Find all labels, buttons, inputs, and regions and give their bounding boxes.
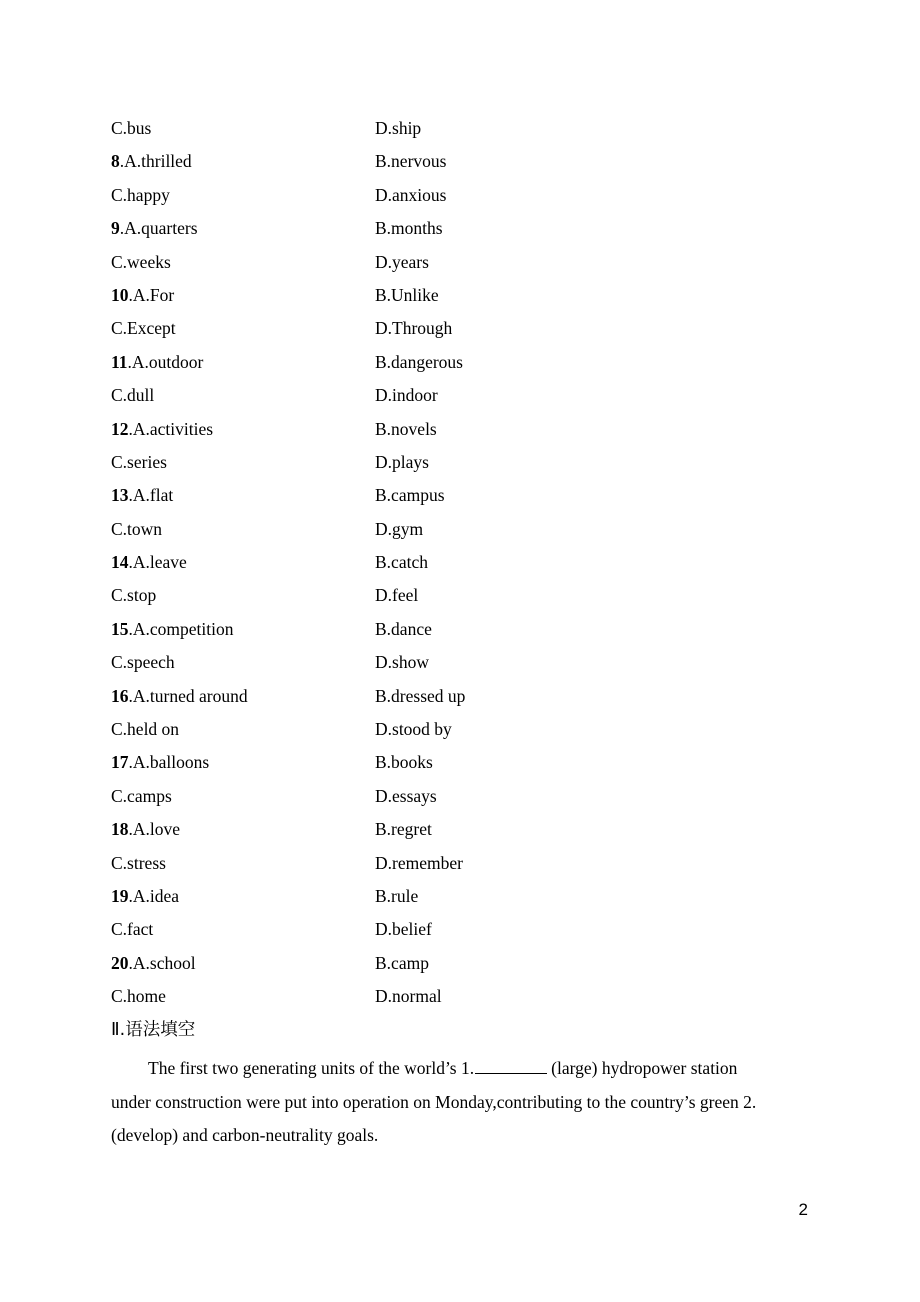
option-left bbox=[111, 418, 375, 451]
option-row bbox=[111, 184, 711, 217]
option-left bbox=[111, 885, 375, 918]
question-number: 17 bbox=[111, 752, 129, 773]
passage-text: under construction were put into operation on Monday,contributing to the country’s green 2. bbox=[111, 1091, 757, 1112]
option-row bbox=[111, 117, 711, 150]
option-right: D.feel bbox=[375, 585, 419, 606]
option-row bbox=[111, 284, 711, 317]
option-row bbox=[111, 618, 711, 651]
option-left bbox=[111, 484, 375, 517]
option-right: D.anxious bbox=[375, 184, 447, 205]
option-left bbox=[111, 818, 375, 851]
option-row bbox=[111, 785, 711, 818]
option-left bbox=[111, 518, 375, 551]
option-right: B.dance bbox=[375, 618, 432, 639]
option-left bbox=[111, 952, 375, 985]
option-text: .A.idea bbox=[128, 885, 180, 906]
option-right: D.remember bbox=[375, 852, 463, 873]
option-text: C.stress bbox=[111, 852, 166, 873]
option-right: B.camp bbox=[375, 952, 429, 973]
option-row bbox=[111, 317, 711, 350]
option-right: D.normal bbox=[375, 986, 442, 1007]
option-left bbox=[111, 751, 375, 784]
option-row bbox=[111, 351, 711, 384]
question-number: 15 bbox=[111, 618, 129, 639]
option-left bbox=[111, 351, 375, 384]
option-left bbox=[111, 184, 375, 217]
page-number: 2 bbox=[798, 1200, 808, 1219]
option-right: D.Through bbox=[375, 318, 453, 339]
option-left bbox=[111, 317, 375, 350]
option-text: C.weeks bbox=[111, 251, 171, 272]
option-row bbox=[111, 718, 711, 751]
option-row bbox=[111, 150, 711, 183]
option-text: C.happy bbox=[111, 184, 170, 205]
option-row bbox=[111, 484, 711, 517]
option-right: B.nervous bbox=[375, 151, 447, 172]
answer-blank-1[interactable] bbox=[475, 1059, 547, 1074]
option-row bbox=[111, 251, 711, 284]
option-right: D.show bbox=[375, 652, 429, 673]
passage-line bbox=[111, 1086, 817, 1120]
question-number: 12 bbox=[111, 418, 129, 439]
option-left bbox=[111, 618, 375, 651]
option-left bbox=[111, 651, 375, 684]
option-text: .A.balloons bbox=[128, 752, 210, 773]
option-left bbox=[111, 685, 375, 718]
option-row bbox=[111, 685, 711, 718]
section-numeral: Ⅱ bbox=[111, 1019, 120, 1039]
option-right: B.catch bbox=[375, 552, 428, 573]
option-text: .A.competition bbox=[128, 618, 234, 639]
passage-text: The first two generating units of the world’s 1. bbox=[148, 1058, 475, 1078]
option-text: C.home bbox=[111, 986, 166, 1007]
option-left bbox=[111, 918, 375, 951]
option-right: D.indoor bbox=[375, 385, 438, 406]
option-row bbox=[111, 584, 711, 617]
option-text: C.fact bbox=[111, 919, 154, 940]
option-row bbox=[111, 985, 711, 1018]
option-text: .A.outdoor bbox=[127, 351, 204, 372]
option-right: D.plays bbox=[375, 451, 429, 472]
option-text: C.speech bbox=[111, 652, 175, 673]
answer-options-list bbox=[111, 117, 711, 1019]
option-text: .A.activities bbox=[128, 418, 214, 439]
option-row bbox=[111, 651, 711, 684]
option-row bbox=[111, 852, 711, 885]
option-row bbox=[111, 418, 711, 451]
option-right: D.years bbox=[375, 251, 429, 272]
option-text: C.bus bbox=[111, 118, 152, 138]
question-number: 18 bbox=[111, 819, 129, 840]
option-left bbox=[111, 284, 375, 317]
option-row bbox=[111, 451, 711, 484]
option-right: D.essays bbox=[375, 785, 437, 806]
option-text: C.held on bbox=[111, 719, 180, 740]
option-right: B.dressed up bbox=[375, 685, 466, 706]
option-left bbox=[111, 584, 375, 617]
option-row bbox=[111, 818, 711, 851]
question-number: 16 bbox=[111, 685, 129, 706]
option-right: D.belief bbox=[375, 919, 432, 940]
option-text: C.stop bbox=[111, 585, 157, 606]
option-text: C.camps bbox=[111, 785, 172, 806]
option-row bbox=[111, 885, 711, 918]
option-right: B.rule bbox=[375, 885, 419, 906]
option-text: .A.leave bbox=[128, 552, 187, 573]
option-text: .A.turned around bbox=[128, 685, 248, 706]
option-right: D.ship bbox=[375, 118, 422, 138]
option-right: B.regret bbox=[375, 819, 432, 840]
option-right: B.dangerous bbox=[375, 351, 463, 372]
section-title: .语法填空 bbox=[119, 1020, 196, 1040]
option-left bbox=[111, 217, 375, 250]
option-text: .A.quarters bbox=[119, 218, 198, 239]
question-number: 9 bbox=[111, 218, 120, 239]
option-left bbox=[111, 150, 375, 183]
option-left bbox=[111, 251, 375, 284]
option-right: B.months bbox=[375, 218, 443, 239]
passage-text: (develop) and carbon-neutrality goals. bbox=[111, 1125, 379, 1146]
option-row bbox=[111, 384, 711, 417]
option-right: B.novels bbox=[375, 418, 437, 439]
option-left bbox=[111, 117, 375, 150]
passage-line bbox=[111, 1119, 817, 1153]
question-number: 10 bbox=[111, 284, 129, 305]
option-text: .A.school bbox=[128, 952, 196, 973]
question-number: 14 bbox=[111, 552, 129, 573]
option-right: D.gym bbox=[375, 518, 424, 539]
option-text: C.dull bbox=[111, 385, 155, 406]
option-text: .A.thrilled bbox=[119, 151, 192, 172]
option-left bbox=[111, 985, 375, 1018]
option-left bbox=[111, 852, 375, 885]
option-left bbox=[111, 785, 375, 818]
option-row bbox=[111, 751, 711, 784]
grammar-passage bbox=[111, 1052, 817, 1153]
option-text: C.town bbox=[111, 518, 163, 539]
question-number: 19 bbox=[111, 885, 129, 906]
option-row bbox=[111, 952, 711, 985]
question-number: 20 bbox=[111, 952, 129, 973]
option-left bbox=[111, 451, 375, 484]
option-left bbox=[111, 384, 375, 417]
option-text: .A.flat bbox=[128, 485, 174, 506]
option-right: B.Unlike bbox=[375, 284, 439, 305]
question-number: 8 bbox=[111, 151, 120, 172]
option-right: B.campus bbox=[375, 485, 445, 506]
section-heading bbox=[111, 1017, 195, 1042]
option-row bbox=[111, 918, 711, 951]
option-right: D.stood by bbox=[375, 719, 452, 740]
option-text: C.series bbox=[111, 451, 167, 472]
option-text: .A.love bbox=[128, 819, 181, 840]
passage-line bbox=[111, 1052, 817, 1086]
passage-text: (large) hydropower station bbox=[551, 1058, 738, 1078]
option-left bbox=[111, 551, 375, 584]
option-text: .A.For bbox=[128, 284, 175, 305]
question-number: 13 bbox=[111, 485, 129, 506]
option-row bbox=[111, 518, 711, 551]
option-left bbox=[111, 718, 375, 751]
option-row bbox=[111, 217, 711, 250]
option-text: C.Except bbox=[111, 318, 176, 339]
option-row bbox=[111, 551, 711, 584]
option-right: B.books bbox=[375, 752, 433, 773]
question-number: 11 bbox=[111, 351, 128, 372]
